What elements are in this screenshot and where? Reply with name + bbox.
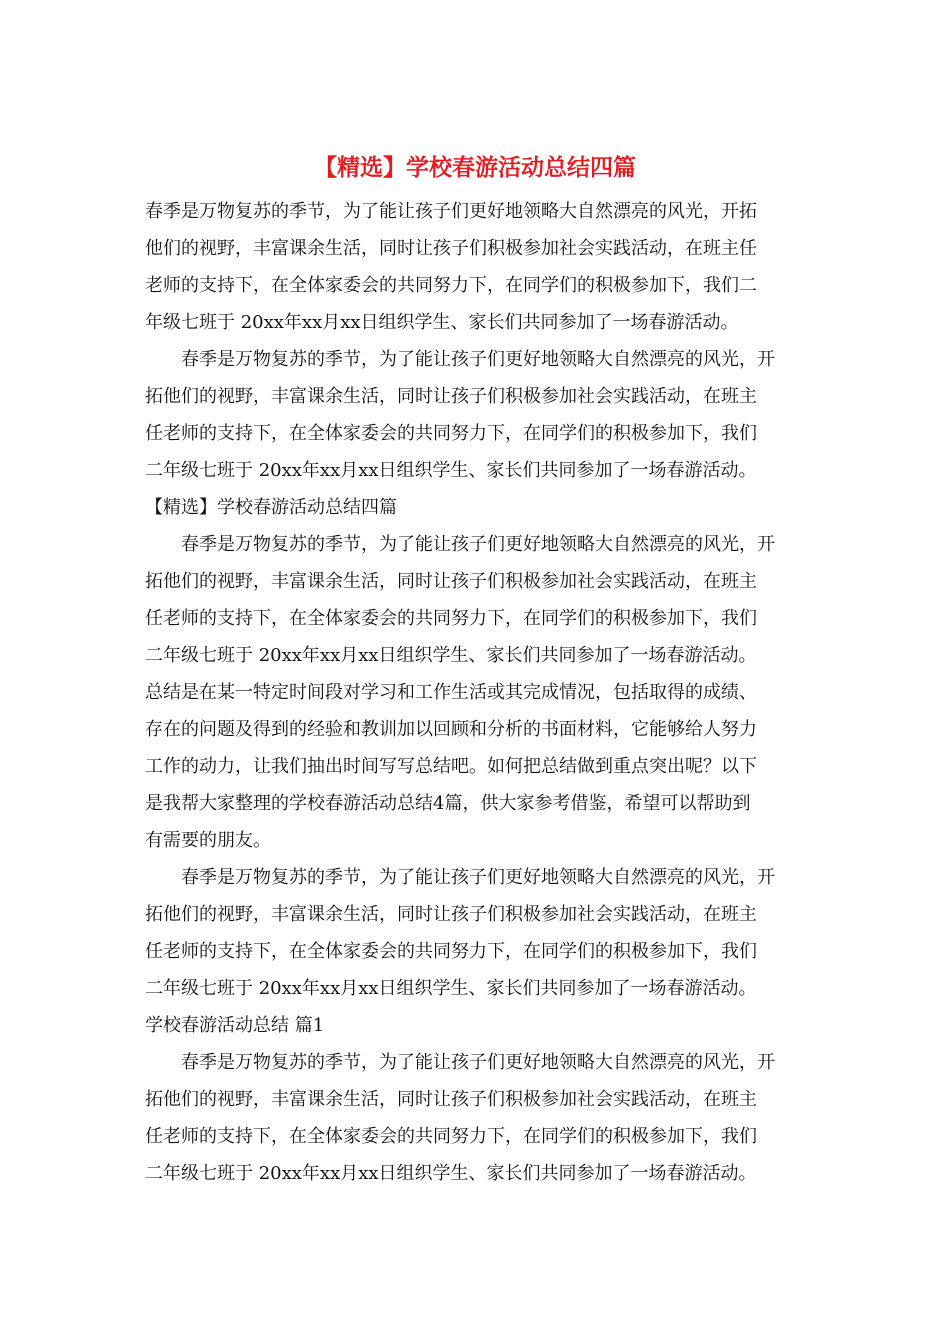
text-line: 总结是在某一特定时间段对学习和工作生活或其完成情况，包括取得的成绩、 <box>145 682 757 703</box>
text-line: 老师的支持下，在全体家委会的共同努力下，在同学们的积极参加下，我们二 <box>145 275 757 296</box>
text-line: 春季是万物复苏的季节，为了能让孩子们更好地领略大自然漂亮的风光，开 <box>145 1052 775 1073</box>
document-title: 【精选】学校春游活动总结四篇 <box>314 154 636 181</box>
text-line: 他们的视野，丰富课余生活，同时让孩子们积极参加社会实践活动，在班主任 <box>145 238 757 259</box>
text-line: 拓他们的视野，丰富课余生活，同时让孩子们积极参加社会实践活动，在班主 <box>145 386 757 407</box>
document-body <box>145 193 805 1192</box>
text-line: 春季是万物复苏的季节，为了能让孩子们更好地领略大自然漂亮的风光，开拓 <box>145 201 757 222</box>
text-line: 春季是万物复苏的季节，为了能让孩子们更好地领略大自然漂亮的风光，开 <box>145 349 775 370</box>
text-line: 拓他们的视野，丰富课余生活，同时让孩子们积极参加社会实践活动，在班主 <box>145 904 757 925</box>
text-line: 春季是万物复苏的季节，为了能让孩子们更好地领略大自然漂亮的风光，开 <box>145 534 775 555</box>
text-line: 二年级七班于 20xx年xx月xx日组织学生、家长们共同参加了一场春游活动。 <box>145 978 757 999</box>
text-line: 任老师的支持下，在全体家委会的共同努力下，在同学们的积极参加下，我们 <box>145 608 757 629</box>
text-line: 春季是万物复苏的季节，为了能让孩子们更好地领略大自然漂亮的风光，开 <box>145 867 775 888</box>
text-line: 工作的动力，让我们抽出时间写写总结吧。如何把总结做到重点突出呢？以下 <box>145 756 757 777</box>
text-line: 二年级七班于 20xx年xx月xx日组织学生、家长们共同参加了一场春游活动。 <box>145 645 757 666</box>
text-line: 任老师的支持下，在全体家委会的共同努力下，在同学们的积极参加下，我们 <box>145 941 757 962</box>
text-line: 任老师的支持下，在全体家委会的共同努力下，在同学们的积极参加下，我们 <box>145 1126 757 1147</box>
text-line: 是我帮大家整理的学校春游活动总结4篇，供大家参考借鉴，希望可以帮助到 <box>145 793 751 814</box>
section-heading: 学校春游活动总结 篇1 <box>145 1015 325 1036</box>
text-line: 任老师的支持下，在全体家委会的共同努力下，在同学们的积极参加下，我们 <box>145 423 757 444</box>
text-line: 拓他们的视野，丰富课余生活，同时让孩子们积极参加社会实践活动，在班主 <box>145 571 757 592</box>
text-line: 有需要的朋友。 <box>145 830 271 851</box>
text-line: 存在的问题及得到的经验和教训加以回顾和分析的书面材料，它能够给人努力 <box>145 719 757 740</box>
text-line: 拓他们的视野，丰富课余生活，同时让孩子们积极参加社会实践活动，在班主 <box>145 1089 757 1110</box>
text-line: 二年级七班于 20xx年xx月xx日组织学生、家长们共同参加了一场春游活动。 <box>145 1163 757 1184</box>
section-heading: 【精选】学校春游活动总结四篇 <box>145 497 397 518</box>
text-line: 二年级七班于 20xx年xx月xx日组织学生、家长们共同参加了一场春游活动。 <box>145 460 757 481</box>
text-line: 年级七班于 20xx年xx月xx日组织学生、家长们共同参加了一场春游活动。 <box>145 312 739 333</box>
